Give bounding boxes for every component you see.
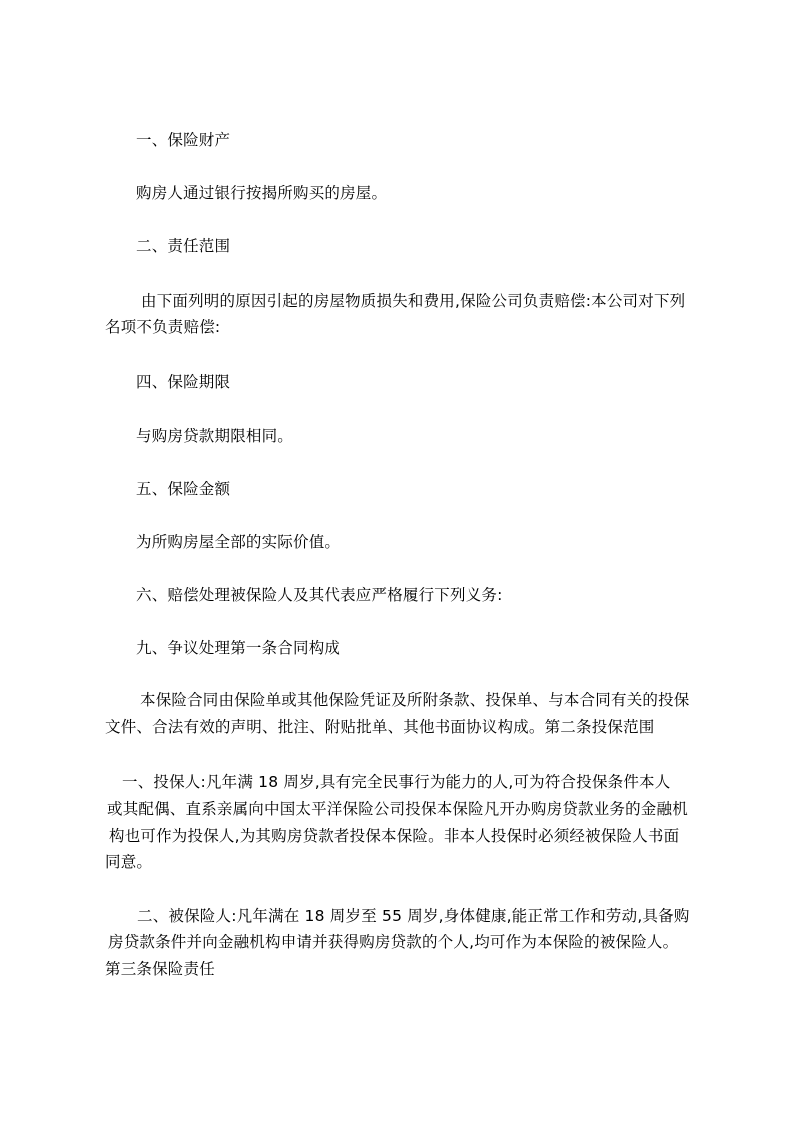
paragraph-liability-line-1: 由下面列明的原因引起的房屋物质损失和费用,保险公司负责赔偿:本公司对下列 <box>141 292 686 310</box>
paragraph-policyholder-line-4: 同意。 <box>105 853 153 871</box>
section-heading-liability-scope: 二、责任范围 <box>136 237 231 255</box>
paragraph-contract-line-2: 文件、合法有效的声明、批注、附贴批单、其他书面协议构成。第二条投保范围 <box>105 718 655 736</box>
paragraph-liability-line-2: 名项不负责赔偿: <box>105 318 221 336</box>
paragraph-contract-line-1: 本保险合同由保险单或其他保险凭证及所附条款、投保单、与本合同有关的投保 <box>140 691 690 709</box>
section-heading-insurance-period: 四、保险期限 <box>136 373 231 391</box>
paragraph-insured-property: 购房人通过银行按揭所购买的房屋。 <box>136 184 388 202</box>
paragraph-insurance-period: 与购房贷款期限相同。 <box>136 427 294 445</box>
paragraph-insured-person-line-2: 房贷款条件并向金融机构申请并获得购房贷款的个人,均可作为本保险的被保险人。 <box>108 933 679 951</box>
section-heading-claims-handling: 六、赔偿处理被保险人及其代表应严格履行下列义务: <box>136 586 503 604</box>
paragraph-policyholder-line-1: 一、投保人:凡年满 18 周岁,具有完全民事行为能力的人,可为符合投保条件本人 <box>122 773 671 791</box>
section-heading-dispute-resolution: 九、争议处理第一条合同构成 <box>136 639 341 657</box>
section-heading-insured-property: 一、保险财产 <box>136 131 231 149</box>
paragraph-policyholder-line-2: 或其配偶、直系亲属向中国太平洋保险公司投保本保险凡开办购房贷款业务的金融机 <box>107 800 688 818</box>
paragraph-policyholder-line-3: 构也可作为投保人,为其购房贷款者投保本保险。非本人投保时必须经被保险人书面 <box>109 827 680 845</box>
section-heading-insurance-liability: 第三条保险责任 <box>105 960 215 978</box>
paragraph-insured-amount: 为所购房屋全部的实际价值。 <box>136 533 341 551</box>
section-heading-insured-amount: 五、保险金额 <box>136 480 231 498</box>
paragraph-insured-person-line-1: 二、被保险人:凡年满在 18 周岁至 55 周岁,身体健康,能正常工作和劳动,具备购 <box>137 907 690 925</box>
